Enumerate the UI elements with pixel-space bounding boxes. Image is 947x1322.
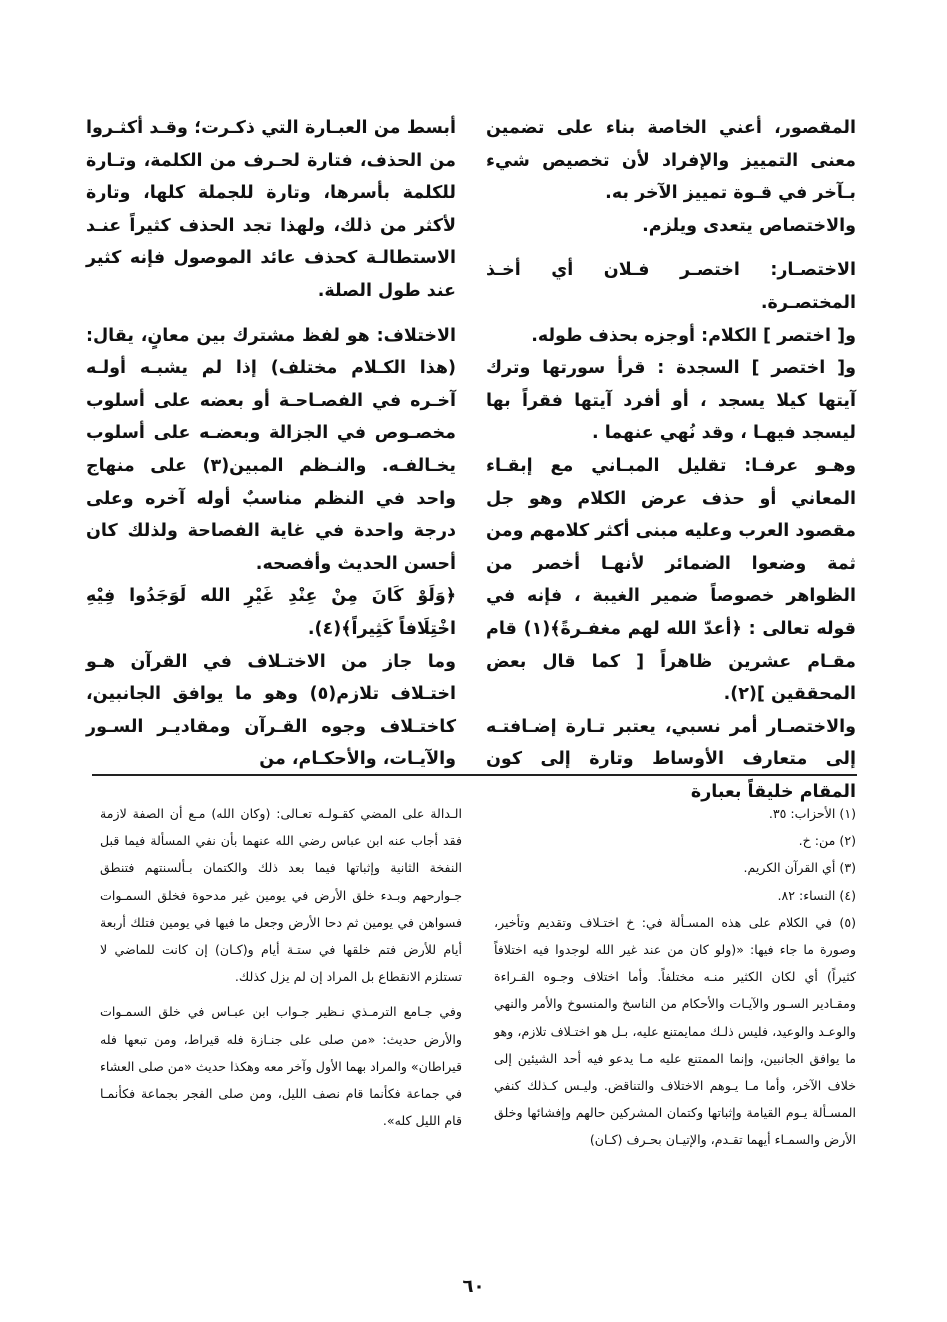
footnote: (٣) أي القرآن الكريم. [743,860,856,876]
paragraph: والاختصاص يتعدى ويلزم. [642,215,856,236]
footnote: الـدالة على المضي كقـولـه تعـالى: (وكان الله) مـع أن الصفة لازمة فقد أجاب عنه ابن عباس رضي الله عنهما بأن نفي المسألة فيما قبل النفخة الثانية وإثباتها فيما بعد ذلك والكتمان بـألسنتهم فتنطق جـوارحهم وبـدء خلق الأرض في يومين غير مدحوة فخلق السمـوات فسواهن في يومين ثم دحا الأرض وجعل ما فيها في يومين فتلك أربعة أيام للأرض فتم خلقها في ستـة أيام و(كـان) إن كانت للماضي لا تستلزم الانقطاع بل المراد إن لم يزل كذلك. [100,806,462,985]
footnote: (٥) في الكلام على هذه المسـألة في: خ اختـلاف وتقديم وتأخير، وصورة ما جاء فيها: «(ولو كان من عند غير الله لوجدوا فيه اختلافاً كثيراً) أي لكان الكثير منـه مختلفاً. وأما اختلاف وجـوه القـراءة ومقـادير السـور والآيـات والأحكام من الناسخ والمنسوخ والأمر والنهي والوعـد والوعيد، فليس ذلـك ممايمتنع عليه، بـل هو اختـلاف تلازم، وهو ما يوافق الجانبين، وإنما الممتنع عليه مـا يدعو فيه أحد الشيئين إلى خلاف الآخر، وأما مـا يـوهم الاختلاف والتناقض. وليـس كـذلك كنفي المسـألة يـوم القيامة وإثباتها وكتمان المشركين حالهم وإفشائها وخلق الأرض والسمـاء أيهما تقـدم، والإتيـان بحـرف (كـان) [494,914,856,1148]
footnotes-right [494,800,856,1154]
paragraph: وما جاز من الاختـلاف في القرآن هـو اختـلاف تلازم(٥) وهو ما يوافق الجانبين، كاختـلاف وجوه القـرآن ومقاديـر السـور والآيـات، والأحكـام، من [86,651,456,770]
footnote: (١) الأحزاب: ٣٥. [768,806,856,821]
footnote: (٤) النساء: ٨٢. [777,887,856,903]
main-column-right [486,112,856,808]
paragraph: الاختلاف: هو لفظ مشترك بين معانٍ، يقال: (هذا الكـلام مختلف) إذا لم يشبـه أولـه آخـره في الفصـاحـة أو بعضه على أسلوب مخصـوص في الجزالة وبعضـه على أسلوب يخـالفـه. والنـظم المبين(٣) على منهاج واحد في النظم مناسبٌ أوله آخره وعلى درجة واحدة في غاية الفصاحة ولذلك كان أحسن الحديث وأفصحه. [86,325,456,574]
paragraph: والاختصـار أمر نسبي، يعتبر تـارة إضـافتـه إلى متعارف الأوساط وتارة إلى كون المقام خليقاً بعبارة [486,716,856,802]
paragraph: وهـو عرفـا: تقليل المبـاني مع إبقـاء المعاني أو حذف عرض الكلام وهو جل مقصود العرب وعليه مبنى أكثر كلامهم ومن ثمة وضعوا الضمائر لأنهـا أخصر من الظواهر خصوصاً ضمير الغيبة ، فإنه في قوله تعالى : ﴿أعدّ الله لهم مغفـرةً﴾(١) قام مقـام عشرين ظاهراً [ كما قال بعض المحققين ](٢). [486,455,856,705]
quran-verse: ﴿وَلَوْ كَانَ مِنْ عِنْدِ غَيْرِ الله لَوَجَدُوا فِيْهِ اخْتِلَافاً كَثِيراً﴾(٤). [86,586,456,639]
page-number: ٦٠ [462,1276,485,1297]
footnote: (٢) من: خ. [798,833,856,849]
paragraph: المقصور، أعني الخاصة بناء على تضمين معنى التمييز والإفراد لأن تخصيص شيء بـآخر في قـوة تمييز الآخر به. [486,118,856,204]
footnote: وفي جـامع الترمـذي نـظير جـواب ابن عبـاس في خلق السمـوات والأرض حديث: «من صلى على جنـازة فله قيراط، ومن تبعها فله قيراطان» والمراد بهما الأول وآخر معه وهكذا حديث «من صلى العشاء في جماعة فكأنما قام نصف الليل، ومن صلى الفجر بجماعة فكأنمـا قام الليل كله». [100,1004,462,1129]
footnote-divider [92,774,857,776]
main-column-left [86,112,456,776]
footnotes-left [100,800,462,1134]
paragraph: أبسط من العبـارة التي ذكـرت؛ وقـد أكثـروا من الحذف، فتارة لحـرف من الكلمة، وتـارة للكلمة بأسرها، وتارة للجملة كلها، وتارة لأكثر من ذلك، ولهذا تجد الحذف كثيراً عنـد الاستطالـة كحذف عائد الموصول فإنه كثير عند طول الصلة. [86,118,456,301]
paragraph: و[ اختصر ] السجدة : قرأ سورتها وترك آيتها كيلا يسجد ، أو أفرد آيتها فقراً بها ليسجد فيهـا ، وقد نُهي عنهما . [486,358,856,444]
paragraph: و[ اختصر ] الكلام: أوجزه بحذف طوله. [531,325,856,346]
paragraph: الاختصـار: اختصـر فـلان أي أخـذ المختصـرة. [486,260,856,313]
